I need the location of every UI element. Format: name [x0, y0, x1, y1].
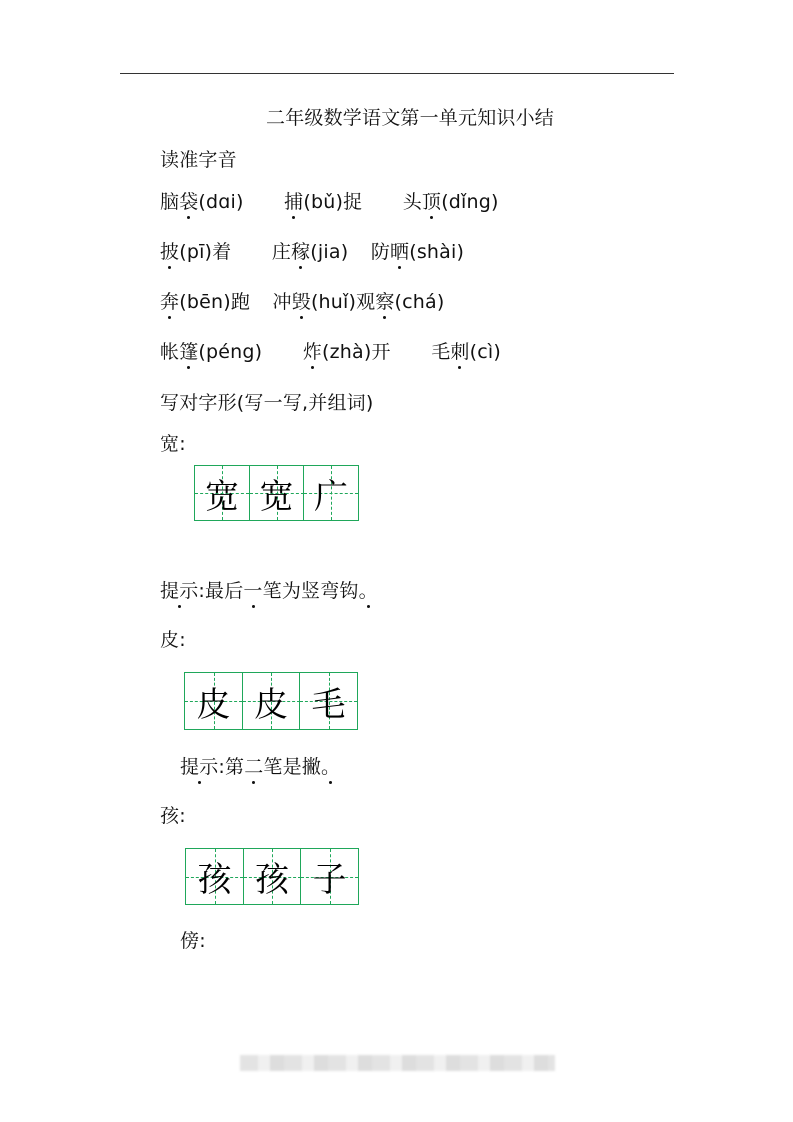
grid-char: 广: [314, 476, 348, 517]
writing-grid-kuan: [194, 465, 358, 521]
grid-cell: [194, 465, 250, 521]
grid-cell: [303, 465, 359, 521]
pronunciation-row-4: 帐篷(péng) 炸(zhà)开 毛刺(cì): [160, 341, 501, 363]
section-heading-writing: 写对字形(写一写,并组词): [160, 392, 374, 414]
pronunciation-row-2: 披(pī)着 庄稼(jia) 防晒(shài): [160, 241, 465, 263]
pronunciation-row-3: 奔(bēn)跑 冲毁(huǐ)观察(chá): [160, 291, 445, 313]
grid-char: 毛: [311, 684, 346, 725]
writing-grid-pi: [184, 672, 357, 730]
char-label-hai: 孩:: [160, 805, 186, 827]
grid-cell: [242, 672, 301, 730]
grid-cell: [243, 848, 302, 905]
grid-char: 皮: [254, 684, 288, 725]
grid-char: 皮: [196, 684, 231, 725]
grid-char: 孩: [255, 860, 289, 900]
grid-cell: [185, 848, 244, 905]
writing-grid-hai: [185, 848, 358, 905]
char-label-bang: 傍:: [180, 930, 206, 952]
grid-char: 孩: [197, 860, 232, 900]
blurred-footer-watermark: [240, 1055, 555, 1071]
grid-cell: [300, 848, 359, 905]
grid-cell: [249, 465, 305, 521]
grid-char: 子: [312, 860, 347, 900]
grid-char: 宽: [259, 476, 294, 517]
char-label-pi: 皮:: [160, 629, 186, 651]
char-label-kuan: 宽:: [160, 433, 186, 455]
header-rule: [120, 73, 674, 74]
grid-cell: [299, 672, 358, 730]
hint-pi: 提示:第二笔是撇。: [180, 756, 341, 778]
pronunciation-row-1: 脑袋(dɑi) 捕(bǔ)捉 头顶(dǐng): [160, 191, 499, 213]
grid-char: 宽: [205, 476, 239, 517]
grid-cell: [184, 672, 243, 730]
hint-kuan: 提示:最后一笔为竖弯钩。: [160, 580, 378, 602]
page-title: 二年级数学语文第一单元知识小结: [266, 107, 555, 129]
section-heading-pronunciation: 读准字音: [160, 149, 237, 171]
